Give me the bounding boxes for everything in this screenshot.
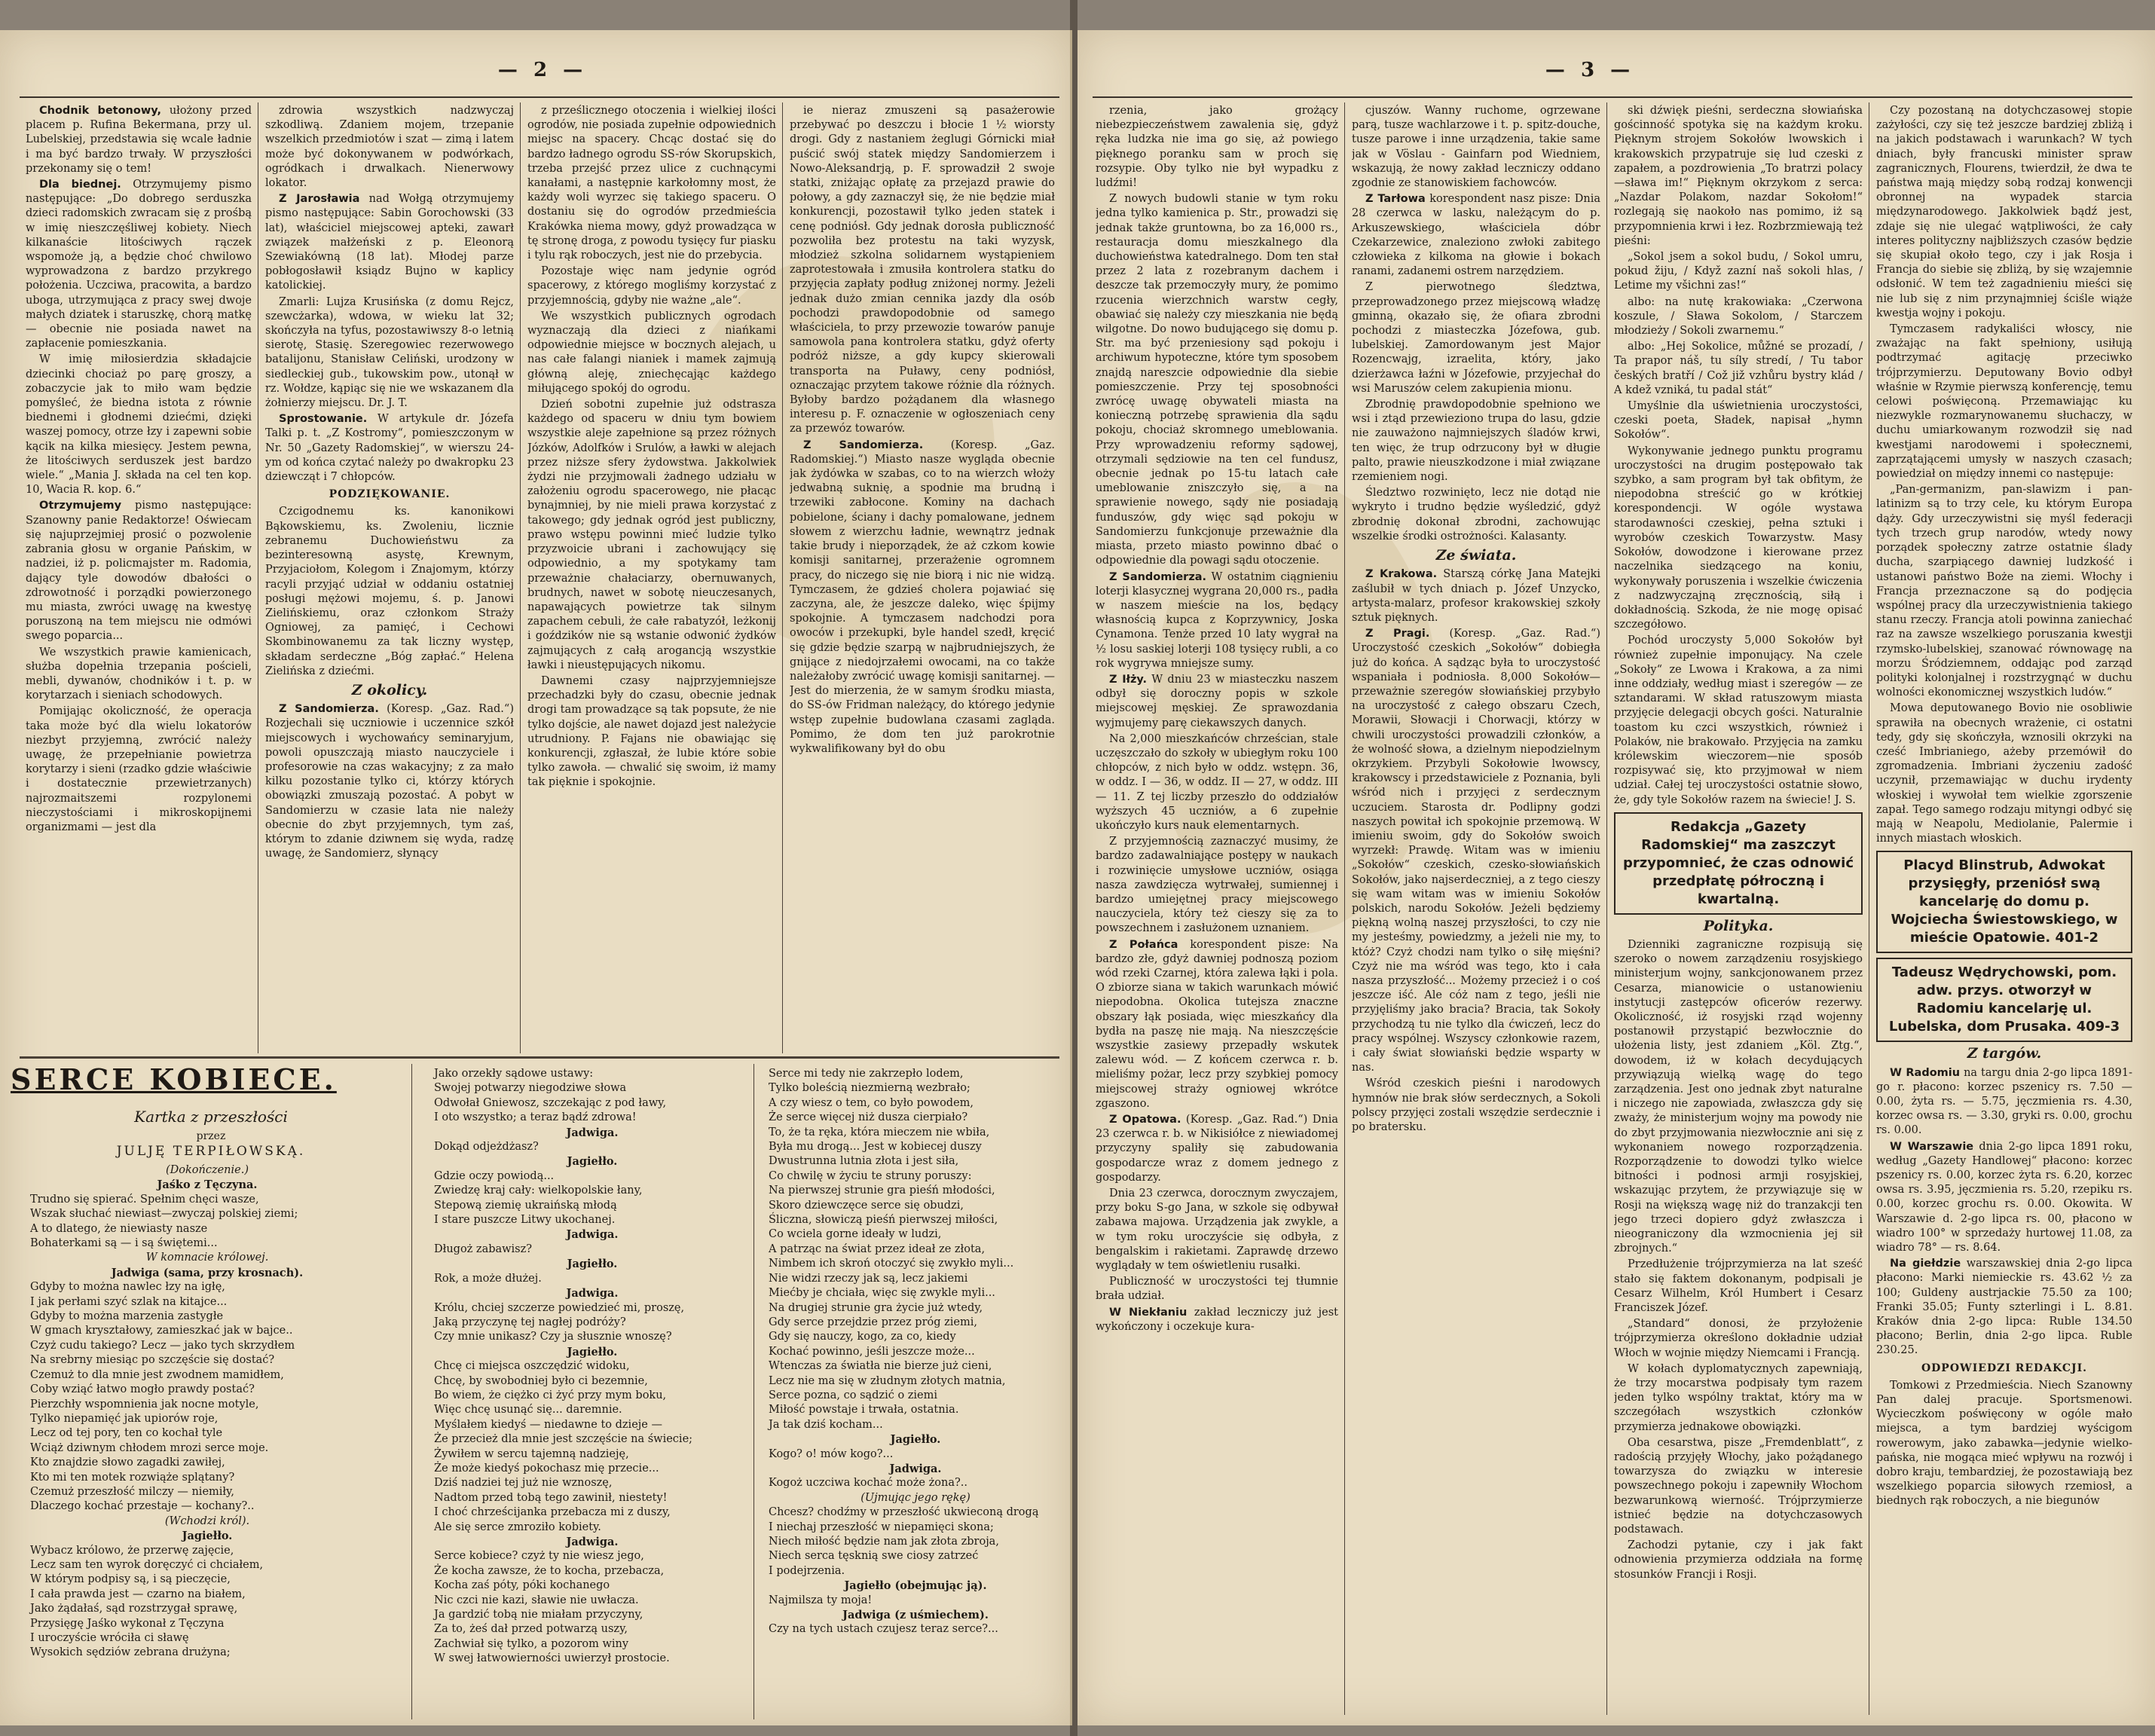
verse-line: Za to, żeś dał przed potwarzą uszy, [434, 1623, 628, 1636]
article-lead: W Niekłaniu [1109, 1306, 1188, 1319]
verse-line: Że przecież dla mnie jest szczęście na świecie; [434, 1433, 693, 1446]
article-text: Pochód uroczysty 5,000 Sokołów był również zupełnie imponujący. Na czele „Sokoły“ ze Lwowa i Krakowa, a za nimi inne oddziały, według miast i szeregów — ze sztandarami. W skład ratuszowym miasta przyjęcie delegacji obcych gości. Naturalnie toastom ku czci wszystkich, również i Polaków, nie brakowało. Przyjęcia na zamku królewskim wieczorem—nie sposób rozpisywać się, kto przyjmował w niem udział. Całej tej uroczystości ostatnie słowo, że, gdy tyle Sokołów razem na świecie! J. S. [1614, 634, 1863, 806]
verse-line: Wciąż dziwnym chłodem mrozi serce moje. [30, 1441, 269, 1454]
verse-line: Rok, a może dłużej. [434, 1272, 542, 1285]
article-paragraph [1614, 1539, 1863, 1582]
article-text: na targu dnia 2-go lipca 1891-go r. płacono: korzec pszenicy rs. 7.50 — 0.00, żyta rs. — 5.75, jęczmienia rs. 4.30, korzec owsa rs. — 3.30, gryki rs. 0.00, grochu rs. 0.00. [1876, 1066, 2132, 1137]
article-paragraph [1614, 104, 1863, 249]
verse-line: Królu, chciej szczerze powiedzieć mi, proszę, [434, 1301, 685, 1314]
verse-line: I choć chrześcijanka przebacza mi z duszy, [434, 1506, 671, 1519]
verse-line: Ja tak dziś kocham... [769, 1418, 883, 1431]
verse-column-3 [769, 1067, 1062, 1637]
article-text: Dzień sobotni zupełnie już odstrasza każdego od spaceru w dniu tym bowiem wszystkie aleje zapełnione są przez różnych Józków, Adolfków i Srulów, a ławki w alejach przez niższe sfery żydowstwa. Jakkolwiek żydzi nie przyjmowali żadnego udziału w założeniu ogrodu spacerowego, nie płacąc bynajmniej, by nie mieli prawa korzystać z takowego; gdy jednak ogród jest publiczny, prawo wstępu powinni mieć ludzie tylko przyzwoicie ubrani i zachowujący się odpowiednio, a my spotykamy tam przeważnie chałaciarzy, obernuwanych, brudnych, nawet w sobotę nieuczesanych, napawających powietrze tak silnym zapachem cebuli, że całe rabatyzół, leżkonij i goździków nie są wstanie odwonić żydków zajmujących z całą arogancją wszystkie ławki i nieustępujących nikomu. [527, 399, 776, 671]
article-paragraph [1614, 250, 1863, 294]
article-text: Dawnemi czasy najprzyjemniejsze przechadzki były do czasu, obecnie jednak drogi tam prowadzące są tak popsute, że nie tylko dojście, ale nawet dojazd jest należycie utrudniony. P. Fajans nie obawiając się konkurencji, zgłaszał, że lubie które sobie tylko zawoła. — chwalić się swoim, iż mamy tak pięknie i spokojnie. [527, 674, 776, 789]
verse-line: Tylko niepamięć jak upiorów roje, [30, 1412, 219, 1425]
article-text: Tomkowi z Przedmieścia. Niech Szanowny Pan dalej pracuje. Sportsmenowi. Wycieczkom poświęcony w ogóle mało miejsca, a tym bardziej wyścigom rowerowym, jako zabawka—jedynie wielko-pańska, nie mogąca mieć wpływu na rozwój i dobro kraju, tembardziej, że pozostawiają bez wszelkiego poparcia siłowych rzemiosł, a biednych rąk roboczych, a nie biegunów [1876, 1379, 2132, 1508]
verse-line: Niech serca tęsknią swe ciosy zatrzeć [769, 1550, 979, 1563]
article-text: W artykule dr. Józefa Talki p. t. „Z Kostromy“, pomieszczonym w Nr. 50 „Gazety Radomskiej“, w wierszu 24-ym od końca czytać należy po dwakropku 23 dziewcząt i 7 chłopców. [265, 413, 514, 484]
article-text: Otrzymujemy pismo następujące: „Do dobrego serduszka dzieci radomskich zwracam się z prośbą w imię nieszczęśliwej kobiety. Niech kilkanaście litościwych rączek wspomoże ją, a będzie choć chwilowo wyprowadzona z bardzo przykrego położenia. Uczciwa, pracowita, a bardzo uboga, utrzymująca z pracy swej dwoje małych dziatek i staruszkę, chorą matkę — obecnie nie posiada nawet na zapłacenie pomieszkania. [26, 179, 252, 350]
verse-line: Chcę ci miejsca oszczędzić widoku, [434, 1360, 630, 1373]
article-paragraph [1614, 938, 1863, 1256]
article-paragraph [1876, 322, 2132, 481]
article-paragraph [265, 505, 514, 678]
verse-line: Kogoż uczciwa kochać może żona?.. [769, 1477, 967, 1490]
article-text: We wszystkich prawie kamienicach, służba dopełnia trzepania pościeli, mebli, dywanów, chodników i t. p. w korytarzach i sieniach schodowych. [26, 646, 252, 702]
article-text: pismo następujące: Szanowny panie Redaktorze! Oświecam się najuprzejmiej prosić o pozwolenie zabrania głosu w organie Pańskim, w nadziei, iż p. policmajster m. Radomia, dający tyle dowodów dbałości o zdrowotność i porządki powierzonego mu miasta, zwróci uwagę na kwestyę poruszoną na tem miejscu nie odmówi swego poparcia... [26, 500, 252, 643]
article-text: rzenia, jako grożący niebezpieczeństwem zawalenia się, gdyż ręka ludzka nie ima go się, aż powiego pięknego poranku sam w proch się rozsypie. Oby tylko nie był wypadku z ludźmi! [1096, 105, 1338, 190]
article-paragraph [1352, 192, 1600, 279]
article-text: Zbrodnię prawdopodobnie spełniono we wsi i ztąd przewieziono trupa do lasu, gdzie nie zauważono najmniejszych śladów krwi, ten więc, że trup odrzucony był w długie palto, prawie nieuszkodzone i miał związane rzemieniem nogi. [1352, 399, 1600, 484]
verse-line: To, że ta ręka, która mieczem nie wbiła, [769, 1126, 990, 1138]
article-paragraph [1614, 295, 1863, 339]
verse-line: Serce pozna, co sądzić o ziemi [769, 1389, 938, 1401]
column-1 [26, 104, 252, 1053]
verse-line: Lecz sam ten wyrok doręczyć ci chciałem, [30, 1558, 264, 1571]
article-paragraph [1352, 567, 1600, 625]
verse-speaker: Jadwiga. [566, 1536, 619, 1548]
article-text: dnia 2-go lipca 1891 roku, według „Gazety Handlowej“ płacono: korzec pszenicy rs. 0.00, korzec żyta rs. 6.20, korzec owsa rs. 3.95, jęczmienia rs. 5.20, rzepiku rs. 0.00, korzec grochu rs. 0.00. Okowita. W Warszawie d. 2-go lipca rs. 00, płacono w wiadro 100° w sprzedaży hurtowej 11.08, za wiadro 78° — rs. 8.64. [1876, 1140, 2132, 1254]
verse-line: Czy mnie unikasz? Czy ja słusznie wnoszę? [434, 1331, 672, 1343]
article-text: korespondent nasz pisze: Dnia 28 czerwca w lasku, należącym do p. Arkuszewskiego, właściciela dóbr Czekarzewice, znaleziono zwłoki zabitego człowieka z kilkoma na głowie i bokach ranami, zadanemi ostrem narzędziem. [1352, 193, 1600, 278]
article-lead: Z Sandomierza. [1109, 570, 1207, 583]
column-4 [790, 104, 1055, 1053]
article-text: „Standard“ donosi, że przyłożenie trójprzymierza określono dokładnie udział Włoch w wojnie między Niemcami i Francją. [1614, 1318, 1863, 1359]
verse-line: Gdzie oczy powiodą... [434, 1169, 555, 1182]
stage-direction: (Wchodzi król). [164, 1514, 250, 1527]
article-paragraph [1876, 1379, 2132, 1509]
verse-line: Nic czci nie kazi, sławie nie uwłacza. [434, 1594, 639, 1606]
verse-column-2 [434, 1067, 750, 1667]
article-lead: Z Krakowa. [1365, 568, 1438, 581]
article-paragraph [1876, 483, 2132, 700]
verse-line: Miećby je chciała, więc się zwykle myli... [769, 1287, 995, 1300]
article-paragraph [1096, 732, 1338, 833]
article-text: z prześlicznego otoczenia i wielkiej ilości ogrodów, nie posiada zupełnie odpowiednich miejsc na spacery. Chcąc dostać się do bardzo ładnego ogrodu SS-rów Skorupskich, trzeba przejść przez ulice z cuchnącymi kanałami, a następnie karkołomny most, że każdy woli wyrzec się takiego spaceru. O dostaniu się do ogrodów przedmieścia Krakówka niema mowy, gdyż prowadząca w tę stronę droga, z powodu tysięcy fur piasku i tylu rąk roboczych, jest nie do przebycia. [527, 105, 776, 262]
verse-line: I niechaj przeszłość w niepamięci skona; [769, 1521, 994, 1533]
verse-line: Na pierwszej strunie gra pieśń młodości, [769, 1184, 995, 1197]
article-text: Zmarli: Lujza Krusińska (z domu Rejcz, szewcżarka), wdowa, w wieku lat 32; skończyła na tyfus, pozostawiwszy 8-o letnią sierotę, Stasię. Szeregowiec rezerwowego batalijonu, Stanisław Celiński, urodzony w siedleckiej gub., tukowskim pow., utonął w rz. Wołdze, kąpiąc się nie we wskazanem dla żołnierzy miejscu. Dr. J. T. [265, 295, 514, 410]
verse-line: Jako żądałaś, sąd rozstrzygał sprawę, [30, 1603, 238, 1615]
article-lead: Z Jarosławia [279, 193, 360, 206]
verse-line: Gdyby to można marzenia zastygłe [30, 1310, 224, 1323]
article-paragraph [1876, 1066, 2132, 1138]
verse-speaker: Jadwiga. [889, 1462, 942, 1475]
stage-direction: (Ujmując jego rękę) [860, 1491, 971, 1504]
verse-line: Dlaczego kochać przestaje — kochany?.. [30, 1500, 255, 1513]
article-text: „Pan-germanizm, pan-slawizm i pan-latinizm są to trzy cele, ku którym Europa dąży. Gdy urzeczywistni się myśl federacji tych trzech grup narodów, wtedy nowy porządek społeczny zatrze ostatnie ślady ducha, szarpiącego dawniej ludzkość i ustanowi państwo Boże na ziemi. Włochy i Francja przeznaczone są do podjęcia wspólnej pracy dla urzeczywistnienia takiego stanu rzeczy. Francja atoli powinna zaniechać raz na zawsze wszelkiego poruszania kwestji rzymsko-lubelskiej, szanować równowagę na morzu Śródziemnem, oddając pod zarząd polityki kolonjalnej i rozstrzygnąć w duchu wolności ekonomicznej wszystkich ludów.“ [1876, 484, 2132, 699]
verse-line: Lecz nie ma się w złudnym złotych matnia, [769, 1374, 1006, 1387]
header-rule [20, 96, 1059, 98]
article-paragraph [26, 499, 252, 643]
article-paragraph [527, 264, 776, 308]
article-paragraph [1876, 701, 2132, 846]
verse-column-1 [30, 1163, 384, 1661]
article-paragraph [1614, 1436, 1863, 1537]
article-paragraph [265, 104, 514, 191]
article-text: Wykonywanie jednego punktu programu uroczystości na drugim postępowało tak szybko, a sam program był tak obfitym, że niepodobna streścić go w krótkiej korespondencji. W ogóle wystawa starodawności czeskiej, pełna sztuki i wyrobów czeskich Towarzystw. Masy Sokołów, dowodzone i kierowane przez naczelnika siedzącego na koniu, wykonywały poruszenia i wszelkie ćwiczenia z nadzwyczajną zręcznością, siłą i dokładnością. Szkoda, że nie mogę opisać szczegółowo. [1614, 445, 1863, 631]
verse-line: Lecz od tej pory, ten co kochał tyle [30, 1427, 223, 1440]
article-paragraph [26, 353, 252, 497]
verse-speaker: Jadwiga. [566, 1126, 619, 1139]
article-text: Z pierwotnego śledztwa, przeprowadzonego przez miejscową władzę gminną, okazało się, że ofiara zbrodni pochodzi z miasteczka Józefowa, gub. lubelskiej. Zamordowanym jest Major Rozencwajg, izraelita, który, jako dzierżawca łaźni w Józefowie, przyjechał do wsi Maruszów celem zakupienia mionu. [1352, 281, 1600, 395]
verse-line: Czyż cudu takiego? Lecz — jako tych skrzydłem [30, 1339, 295, 1352]
verse-speaker: Jagiełło. [567, 1258, 618, 1271]
article-paragraph [1096, 938, 1338, 1111]
page-number: — 3 — [1545, 59, 1635, 81]
article-paragraph [1352, 398, 1600, 484]
article-text: (Koresp. „Gaz. Radomskiej.“) Miasto nasze wygląda obecnie jak żydówka w szabas, co to na wierzch włoży jedwabną suknię, a spodnie ma brudną i trzewiki zabłocone. Kominy na dachach pobielone, ściany i dachy pomalowane, jednem słowem z wierzchu ładnie, wewnątrz jednak takie brudy i nieporządek, że aż czkom kowie komisji sanitarnej, przerażenie ogromnem pracy, do niczego się nie biorą i nic nie widzą. Tymczasem, że gdzieś cholera pojawiać się zaczyna, ale, że jeszcze daleko, więc śpijmy spokojnie. A tymczasem nadchodzi pora owoców i przekupki, byle handel szedł, kręcić się gdzie będzie szarpą w najbrudniejszych, że gnijące z niedojrzałemi owocami, na co także należałoby zwrócić uwagę komisji sanitarnej. — Jest do mierzenia, że w samym środku miasta, do SS-ów Fridman należący, do którego jedynie wstęp zupełnie budowlana czasami zagląda. Pomimo, że dom ten już parokrotnie wykwalifikowany był do obu [790, 439, 1055, 755]
article-text: nad Wołgą otrzymujemy pismo następujące: Sabin Gorochowski (33 lat), właściciel miejscowej apteki, zawarł związek małżeński z p. Eleonorą Szewiakówną (18 lat). Młodej parze pobłogosławił ksiądz Bujno w kaplicy katolickiej. [265, 193, 514, 292]
article-lead: Z Sandomierza. [279, 703, 379, 716]
article-text: W dniu 23 w miasteczku naszem odbył się doroczny popis w szkole miejscowej męskiej. Ze sprawozdania wyjmujemy parę ciekawszych danych. [1096, 673, 1338, 729]
article-text: korespondent pisze: Na bardzo złe, gdyż dawniej podnoszą poziom wód rzeki Czarnej, która zalewa łąki i pola. O zbiorze siana w takich warunkach mówić niepodobna. Okolica tutejsza znaczne obszary łąk posiada, więc mieszkańcy dla bydła na paszę nie mają. Na nieszczęście wszystkie zasiewy przepadły wskutek zalewu wód. — Z końcem czerwca r. b. mieliśmy pożar, lecz przy szybkiej pomocy miejscowej straży ogniowej wkrótce zgaszono. [1096, 938, 1338, 1110]
feuilleton-subtitle: Kartka z przeszłości [134, 1108, 288, 1126]
article-text: W kołach dyplomatycznych zapewniają, że trzy mocarstwa podpisały tym razem jeden tylko wspólny traktat, który ma w szczegółach wszystkich członków przymierza jednakowe obowiązki. [1614, 1362, 1863, 1433]
article-text: Na 2,000 mieszkańców chrześcian, stale uczęszczało do szkoły w ubiegłym roku 100 chłopców, z nich było w oddz. wstępn. 36, w oddz. I — 36, w oddz. II — 27, w oddz. III — 11. Z tej liczby przeszło do oddziałów wyższych 45 uczniów, a 6 zupełnie ukończyło kurs nauk elementarnych. [1096, 732, 1338, 832]
page-number: — 2 — [497, 59, 588, 81]
verse-line: Czemuż to dla mnie jest zwodnem mamidłem, [30, 1368, 284, 1381]
verse-line: Ja gardzić tobą nie miałam przyczyny, [434, 1609, 643, 1621]
section-heading: Z okolicy. [351, 681, 428, 698]
verse-line: Myślałem kiedyś — niedawne to dzieje — [434, 1418, 662, 1431]
verse-line: Zachwiał się tylko, a pozorom winy [434, 1637, 629, 1650]
article-paragraph [527, 674, 776, 790]
verse-line: Czemuż przeszłość milczy — niemiły, [30, 1485, 234, 1498]
section-heading: Ze świata. [1435, 547, 1517, 564]
verse-speaker: Jagiełło. [567, 1345, 618, 1359]
verse-line: W gmach kryształowy, zamieszkać jak w bajce.. [30, 1325, 293, 1337]
article-paragraph [1096, 1306, 1338, 1334]
verse-line: Gdyby to można nawlec łzy na igłę, [30, 1281, 225, 1294]
column-divider [782, 102, 783, 1053]
article-paragraph [1096, 1113, 1338, 1185]
advertisement: Placyd Blinstrub, Adwokat przysięgły, przeniósł swą kancelarję do domu p. Wojciecha Świestowskiego, w mieście Opatowie. 401-2 [1876, 851, 2132, 953]
article-paragraph [1876, 1140, 2132, 1256]
article-text: Pozostaje więc nam jedynie ogród spacerowy, z którego mogliśmy korzystać z przyjemnością, gdyby nie ważne „ale“. [527, 265, 776, 307]
article-lead: Z Tarłowa [1365, 193, 1426, 206]
article-text: Zachodzi pytanie, czy i jak fakt odnowienia przymierza oddziała na formę stosunków Francji i Rosji. [1614, 1539, 1863, 1581]
verse-line: Miłość powstaje i trwała, ostatnia. [769, 1404, 959, 1417]
verse-line: I uroczyście wróciła ci sławę [30, 1632, 189, 1644]
article-text: ułożony przed placem p. Rufina Bekermana, przy ul. Lubelskiej, przedstawia się wcale ładnie i ma być bardzo trwały. W przyszłości przekonamy się o tem! [26, 105, 252, 175]
column-divider [753, 1064, 754, 1719]
article-lead: Z Sandomierza. [803, 439, 924, 451]
article-paragraph [26, 178, 252, 351]
verse-line: Swojej potwarzy niegodziwe słowa [434, 1082, 627, 1095]
article-text: albo: na nutę krakowiaka: „Czerwona koszule, / Sława Sokolom, / Starczem młodzieży / Sokoli zwarnemu.“ [1614, 295, 1863, 338]
column-3 [527, 104, 776, 1053]
verse-line: Kto mi ten motek rozwiąże splątany? [30, 1471, 235, 1484]
column-2 [1352, 104, 1600, 1716]
article-paragraph [1096, 673, 1338, 731]
verse-line: W którym podpisy są, i są pieczęcie, [30, 1573, 231, 1586]
article-paragraph [26, 104, 252, 176]
article-text: (Koresp. „Gaz. Rad.“) Rozjechali się uczniowie i uczennice szkół miejscowych i wychowańcy seminaryjum, powoli opuszczają miasto nauczyciele i profesorowie na czas wakacyjny; z za mało kilku pozostanie tylko ci, którzy których obowiązki zmuszają pozostać. A pobyt w Sandomierzu w czasie lata nie należy obecnie do zbyt przyjemnych, tym zaś, którym to zdanie dziwnem się wyda, radzę uwagę, że Sandomierz, słynący [265, 703, 514, 860]
article-paragraph [1096, 192, 1338, 568]
article-text: warszawskiej dnia 2-go lipca płacono: Marki niemieckie rs. 43.62 ½ za 100; Guldeny austrjackie 75.50 za 100; Franki 35.05; Funty szterlingi i L. 8.81. Kraków dnia 2-go lipca: Ruble 134.50 płacono; Berlin, dnia 2-go lipca. Ruble 230.25. [1876, 1258, 2132, 1357]
article-text: Dnia 23 czerwca, dorocznym zwyczajem, przy boku S-go Jana, w szkole się odbywał zabawa majowa. Urządzenia jak zwykle, a w tym roku uroczyście się odbyła, z bengalskim i rakietami. Zaprawdę drzewo wyglądały w tem oświetleniu rusałki. [1096, 1187, 1338, 1273]
verse-line: Przysięgę Jaśko wykonał z Tęczyna [30, 1617, 225, 1630]
article-text: zakład leczniczy już jest wykończony i oczekuje kura- [1096, 1306, 1338, 1333]
article-paragraph [1352, 627, 1600, 1075]
article-paragraph [1352, 280, 1600, 396]
verse-line: Była mu drogą... Jest w kobiecej duszy [769, 1141, 982, 1154]
verse-line: Niech miłość będzie nam jak złota zbroja, [769, 1536, 999, 1548]
section-heading: Z targów. [1967, 1045, 2042, 1062]
article-paragraph [1614, 634, 1863, 807]
article-text: W ostatnim ciągnieniu loterji klasycznej wygrana 20,000 rs., padła w naszem mieście na los, będący własnością kupca z Koprzywnicy, Joska Cynamona. Tenże przed 10 laty wygrał na ½ losu saskiej loterji 108 tysięcy rubli, a co rok wygrywa mniejsze sumy. [1096, 570, 1338, 670]
verse-line: Serce mi tedy nie zakrzepło lodem, [769, 1068, 964, 1080]
verse-line: I cała prawda jest — czarno na białem, [30, 1588, 246, 1600]
article-text: ie nieraz zmuszeni są pasażerowie przebywać po deszczu i błocie 1 ½ wiorsty drogi. Gdy z nastaniem żeglugi Górnicki miał puścić swój statek między Sandomierzem i Nowo-Aleksandrją, p. F. sprowadził 2 swoje statki, zniżając opłatę za przejazd prawie do połowy, a gdy zaznaczył się, że nie będzie miał konkurencji, pozostawił tylko jeden statek i cenę podniósł. Gdy jednak dorosła publiczność pozwoliła bez protestu na taki wyzysk, młodzież szkolna solidarnem wystąpieniem zaprotestowała i zmusiła kontrolera statku do przyjęcia zapłaty podług zniżonej normy. Jeżeli jednak dużo zmian cennika jazdy dla osób pochodzi prawdopodobnie od samego właściciela, to przy przewozie towarów panuje samowola pana kontrolera statku, gdyż oferty podróż niższe, a gdy kupcy skierowali transporta na Puławy, ceny podniósł, oznaczając przytem takowe różnie dla różnych. Byłoby bardzo pożądanem dla własnego interesu p. F. oznaczenie w ogłoszeniach ceny za przewóz towarów. [790, 105, 1055, 436]
article-paragraph [265, 702, 514, 861]
verse-line: Serce kobiece? czyż ty nie wiesz jego, [434, 1550, 644, 1563]
article-paragraph [1096, 835, 1338, 936]
verse-line: Skoro dziewczęce serce się obudzi, [769, 1199, 964, 1212]
verse-speaker: Jadwiga. [566, 1228, 619, 1242]
article-text: „Sokol jsem a sokol budu, / Sokol umru, pokud žiju, / Když zazní naš sokoli hlas, / Letime my všichni zas!“ [1614, 251, 1863, 292]
verse-line: Zwiedzę kraj cały: wielkopolskie łany, [434, 1184, 643, 1197]
verse-line: Gdy serce przejdzie przez próg ziemi, [769, 1316, 977, 1328]
article-paragraph [1614, 1317, 1863, 1361]
verse-line: Ale się serce zmroziło kobiety. [434, 1521, 601, 1533]
article-lead: Dla biednej. [39, 179, 121, 191]
section-heading: Polityka. [1703, 917, 1774, 934]
verse-speaker: Jagiełło. [182, 1530, 233, 1543]
verse-line: A czy wiesz o tem, co było powodem, [769, 1096, 974, 1109]
article-paragraph [1096, 104, 1338, 191]
article-paragraph [1352, 1077, 1600, 1135]
column-2 [265, 104, 514, 1053]
verse-line: Że serce więcej niż dusza cierpiało? [769, 1111, 968, 1124]
stage-direction: (Dokończenie.) [165, 1164, 249, 1176]
verse-line: Coby wziąć łatwo mogło prawdy postać? [30, 1383, 255, 1396]
verse-line: Na drugiej strunie gra życie już wtedy, [769, 1301, 983, 1314]
verse-speaker: Jadwiga (z uśmiechem). [842, 1609, 989, 1622]
article-paragraph [265, 192, 514, 293]
feuilleton-rule [20, 1056, 1059, 1059]
article-text: W imię miłosierdzia składajcie dziecinki chociaż po parę groszy, a zobaczycie jak to miło wam będzie pomyśleć, że biedna istota z równie biednemi i głodnemi dziećmi, dzięki waszej pomocy, otrze łzy i zapewni sobie kącik na kilka miesięcy. Jestem pewna, że litościwych serduszek jest bardzo wiele.“ „Mania J. składa na cel ten kop. 10, Wacia R. kop. 6.“ [26, 353, 252, 497]
article-paragraph [527, 104, 776, 263]
verse-line: I stare puszcze Litwy ukochanej. [434, 1214, 616, 1227]
verse-line: Jaką przyczynę tej nagłej podróży? [434, 1316, 626, 1328]
article-lead: Na giełdzie [1890, 1258, 1961, 1270]
verse-line: I oto wszystko; a teraz bądź zdrowa! [434, 1111, 637, 1124]
verse-line: Więc chcę usunąć się... daremnie. [434, 1404, 622, 1417]
verse-line: Nimbem ich skroń otoczyć się zwykło myli... [769, 1258, 1014, 1270]
header-rule [1093, 96, 2132, 98]
notice-heading: PODZIĘKOWANIE. [329, 488, 451, 501]
article-lead: Sprostowanie. [279, 413, 368, 426]
article-paragraph [790, 104, 1055, 437]
article-text: Umyślnie dla uświetnienia uroczystości, czeski poeta, Sładek, napisał „hymn Sokołów“. [1614, 400, 1863, 442]
column-4 [1876, 104, 2132, 1716]
verse-line: Najmilsza ty moja! [769, 1594, 873, 1606]
article-text: Z przyjemnością zaznaczyć musimy, że bardzo zadawalniające postępy w naukach i rozwinięcie umysłowe uczniów, osiąga nasza zawdzięcza wytrwałej, sumiennej i bardzo umiejętnej pracy miejscowego nauczyciela, który też cieszy się za to powszechnem i zasłużonem uznaniem. [1096, 836, 1338, 935]
article-paragraph [1614, 399, 1863, 443]
article-paragraph [1096, 570, 1338, 671]
verse-line: W swej łatwowierności uwierzył prostocie. [434, 1652, 670, 1665]
verse-line: Kto znajdzie słowo zagadki zawiłej, [30, 1456, 225, 1469]
article-paragraph [1352, 486, 1600, 544]
verse-line: Nadtom przed tobą tego zawinił, niestety! [434, 1491, 668, 1504]
verse-line: Czy na tych ustach czujesz teraz serce?... [769, 1623, 998, 1636]
column-divider [1606, 102, 1607, 1715]
article-lead: Z Opatowa. [1109, 1114, 1181, 1126]
article-paragraph [265, 295, 514, 411]
article-text: albo: „Hej Sokolice, můžné se prozadí, / Ta prapor náš, tu síly stredí, / Tu tabor českých bratří / Což již vzhůru bystry klád / A kdež vzniká, tu padal stát“ [1614, 341, 1863, 396]
verse-speaker: Jagiełło. [567, 1155, 618, 1169]
feuilleton-title: SERCE KOBIECE. [11, 1062, 337, 1096]
article-text: Mowa deputowanego Bovio nie osobliwie sprawiła na obecnych wrażenie, ci ostatni tedy, gdy się skończyła, wznosili okrzyki na cześć Imbrianiego, ażeby przemówił do zgromadzenia. Imbriani życzeniu zadość uczynił, przemawiając w duchu irydenty włoskiej i wywołał tem wielkie zgorszenie zapał. Tego samego rodzaju mityngi odbyć się mają w Neapolu, Mediolanie, Palermie i innych miastach włoskich. [1876, 702, 2132, 845]
article-paragraph [1096, 1187, 1338, 1273]
article-text: zdrowia wszystkich nadzwyczaj szkodliwą. Zdaniem mojem, trzepanie wszelkich przedmiotów i szat — zimą i latem może być dokonywanem w podwórkach, ogródkach i drwalkach. Nienerwowy lokator. [265, 105, 514, 190]
article-paragraph [1614, 1258, 1863, 1316]
article-text: Czy pozostaną na dotychczasowej stopie zażyłości, czy się też jeszcze bardziej zbliżą i na jakich podstawach i warunkach? W tych dniach, były francuski minister spraw zagranicznych, Flourens, twierdził, że dwa te państwa mają między sobą rodzaj konwencji obronnej na wypadek starcia międzynarodowego. Jakkolwiek bądź jest, zdaje się nie ulegać wątpliwości, że cały interes polityczny najbliższych czasów będzie się skupiał około tego, czy i jak Rosja i Francja do siebie się zbliżą, by się wzajemnie odsłonić. W tem też zagadnieniu mieści się nie lub się z nim przynajmniej ściśle wiąże kwestja wojny i pokoju. [1876, 105, 2132, 319]
verse-line: Odwołał Gniewosz, szczekając z pod ławy, [434, 1096, 667, 1109]
column-1 [1096, 104, 1338, 1716]
article-paragraph [26, 704, 252, 835]
article-lead: Chodnik betonowy, [39, 105, 162, 117]
article-text: Pomijając okoliczność, że operacja taka może być dla wielu lokatorów niezbyt przyjemną, zwrócić należy uwagę, że przepełnianie powietrza korytarzy i sieni (rzadko gdzie właściwie i dostatecznie przewietrzanych) najrozmaitszemi rozpylonemi nieczystościami i mikroskopijnemi organizmami — jest dla [26, 705, 252, 833]
column-divider [1344, 102, 1345, 1715]
article-lead: Z Pragi. [1365, 628, 1430, 640]
verse-line: Długoż zabawisz? [434, 1242, 533, 1255]
article-text: Wśród czeskich pieśni i narodowych hymnów nie brak słów serdecznych, a Sokoli polscy przyjęci zostali wszędzie serdecznie i po bratersku. [1352, 1077, 1600, 1134]
verse-line: A to dlatego, że niewiasty nasze [30, 1222, 208, 1235]
verse-line: Wszak słuchać niewiast—zwyczaj polskiej ziemi; [30, 1208, 298, 1221]
article-text: Dzienniki zagraniczne rozpisują się szeroko o nowem zarządzeniu rosyjskiego ministerjum wojny, sankcjonowanem przez Cesarza, mianowicie o ustanowieniu instytucji zastępców oficerów rezerwy. Okoliczność, iż rosyjski rząd wojenny postanowił przystąpić bezwłocznie do ułożenia listy, jest zdaniem „Köl. Ztg.“, dowodem, iż w kołach decydujących przywiązują wielką wagę do tego zarządzenia. Jest ono jednak zbyt naturalne i niczego nie zapowiada, zwłaszcza gdy się zważy, że ministerjum wojny ma powody nie do zbyt przyjmowania niezwłocznie ani się z wykonaniem nowego rozporządzenia. Rozporządzenie to dowodzi tylko wielce bitności i podnosi armji rosyjskiej, wskazując przytem, że przywiązuje się w Rosji na większą wagę niż do tranzakcji ten jego trzeci dopiero gdyż zwłaszcza i nieograniczony dla wzmocnienia jej sił zbrojnych.“ [1614, 938, 1863, 1255]
article-paragraph [1096, 1275, 1338, 1304]
article-paragraph [1614, 445, 1863, 633]
verse-line: Chcę, by swobodniej było ci bezemnie, [434, 1374, 648, 1387]
article-text: Tymczasem radykaliści włoscy, nie zważając na fakt spełniony, usiłują podtrzymać agitację przeciwko trójprzymierzu. Deputowany Bovio odbył właśnie w Rzymie pierwszą konferencję, temu celowi poświęconą. Przemawiając ku niezwykle rozmarynowanemu słuchaczy, w duchu umiarkowanym rozwodził się nad kwestjami narodowemi i społecznemi, zaprzątającemi umysły w naszych czasach; powiedział on między innemi co następuje: [1876, 323, 2132, 481]
verse-line: Że kocha zawsze, że to kocha, przebacza, [434, 1564, 665, 1577]
article-paragraph [790, 439, 1055, 756]
feuilleton-author: JULJĘ TERPIŁOWSKĄ. [116, 1144, 306, 1159]
verse-line: Że może kiedyś pokochasz mię przecie... [434, 1462, 659, 1475]
article-lead: Z Połańca [1109, 938, 1178, 951]
verse-line: Stepową ziemię ukraińską młodą [434, 1199, 617, 1212]
verse-speaker: Jagiełło (obejmując ją). [844, 1579, 987, 1593]
article-text: Z nowych budowli stanie w tym roku jedna tylko kamienica p. Str., prowadzi się jednak także gruntowna, bo za 16,000 rs., restauracja domu mieszkalnego dla duchowieństwa katedralnego. Dom ten stał przez 2 lata z rozebranym dachem i deszcze tak przemoczyły mury, że pomimo rzucenia wierzchnich warstw cegły, obawiać się należy czy mieszkania nie będą wilgotne. Do nowo budującego się domu p. Str. ma być przeniesiony sąd pokoju i archiwum hypoteczne, które tym sposobem znajdą nareszcie odpowiednie dla siebie pomieszczenie. Przy tej sposobności zwrócę uwagę obywateli miasta na konieczną potrzebę sprawienia dla sądu pokoju, chociaż skromnego umeblowania. Przy wprowadzeniu reformy sądowej, otrzymali sędziowie na ten cel fundusz, obecnie jednak po 15-tu latach całe umeblowanie zniszczyło się, a na sprawienie nowego, sądy nie posiadają funduszów, gdy więc sąd pokoju w Sandomierzu funkcjonuje przeważnie dla miasta, przeto miasto powinno dbać o odpowiednie dla powagi sądu otoczenie. [1096, 193, 1338, 567]
article-paragraph [527, 398, 776, 673]
verse-line: Dokąd odjeżdżasz? [434, 1141, 539, 1154]
article-text: Oba cesarstwa, pisze „Fremdenblatt“, z radością przyjęły Włochy, jako pożądanego towarzysza do związku w interesie powszechnego pokoju i zapewniły Włochom bezwarunkową wierność. Trójprzymierze istnieć będzie na dotychczasowych podstawach. [1614, 1436, 1863, 1536]
verse-line: Bohaterkami są — i są świętemi... [30, 1237, 218, 1250]
article-paragraph [1876, 104, 2132, 321]
verse-line: I podejrzenia. [769, 1564, 845, 1577]
verse-line: Nie widzi rzeczy jak są, lecz jakiemi [769, 1272, 968, 1285]
verse-line: Dwustrunna lutnia złota i jest siła, [769, 1155, 959, 1168]
verse-line: Żywiłem w sercu tajemną nadzieję, [434, 1447, 629, 1460]
verse-line: Chcesz? chodźmy w przeszłość ukwieconą drogą [769, 1506, 1039, 1519]
verse-line: Śliczna, słowiczą pieśń pierwszej miłości, [769, 1214, 998, 1227]
verse-line: Dziś nadziei tej już nie wznoszę, [434, 1477, 613, 1490]
verse-line: Gdy się nauczy, kogo, za co, kiedy [769, 1331, 956, 1343]
verse-line: Wybacz królowo, że przerwę zajęcie, [30, 1544, 234, 1557]
verse-line: Co chwilę w życiu te struny poruszy: [769, 1169, 972, 1182]
verse-line: Kogo? o! mów kogo?... [769, 1447, 894, 1460]
left-page [0, 30, 1072, 1725]
verse-line: A patrząc na świat przez ideał ze złota, [769, 1242, 986, 1255]
article-text: ski dźwięk pieśni, serdeczna słowiańska gościnność spotyka się na każdym kroku. Pięknym strojem Sokołów lwowskich i krakowskich przypatruje się lud czeski z zapałem, a pozdrowienia „To bratrzi polacy—sława im!“ Pięknym okrzykom z serca: „Nazdar Polakom, nazdar Sokołom!“ rozlegają się naokoło nas pomimo, iż są przypomnienia krwi i łez. Rozbrzmiewają też pieśni: [1614, 105, 1863, 247]
article-text: (Koresp. „Gaz. Rad.“) Uroczystość czeskich „Sokołów“ dobiegła już do końca. A sądząc była to uroczystość wspaniała i podniosła. 8,000 Sokołów—przeważnie szeregów słowiańskiej przybyło na uroczystość z całego obszaru Czech, Morawii, Słowacji i Chorwacji, którzy w chwili uroczystości prowadzili członków, a że wolność słowa, a dzielnym niepodzielnym okrzykiem. Przybyli Sokołowie lwowscy, krakowscy i przedstawiciele z Poznania, byli wśród nich i przyjęci z serdecznym uczuciem. Starosta dr. Podlipny godzi naszych powitał ich spokojnie przemową. W imieniu swoim, gdy do Sokołów swoich wyrzekł: Prawdę. Witam was w imieniu „Sokołów“ czeskich, czesko-słowiańskich Sokołów, jako najserdeczniej, a z tego cieszy się wam witam was w imieniu Sokołów polskich, narodu Sokołów. Jeżeli będziemy piękną wolną naszej przyszłości, to czy nie my jesteśmy, powiedzmy, a jeżeli nie my, to któż? Czyż chodzi nam tylko o siłę mięśni? Czyż nie ma wśród was tego, kto i cała nasza przyszłość... Możemy przecież i o coś jeszcze iść. Ale cóż nam z tego, jeśli nie przyjęliśmy jako bracia? Bracia, tak Sokoły przychodzą tu nie tylko dla ćwiczeń, lecz do pracy wspólnej. Wszyscy członkowie razem, i cały świat słowiański będzie wsparty w nas. [1352, 628, 1600, 1074]
column-divider [520, 102, 521, 1053]
article-lead: W Warszawie [1890, 1140, 1974, 1153]
verse-line: Pierzchły wspomnienia jak nocne motyle, [30, 1398, 259, 1410]
feuilleton-by: przez [196, 1130, 226, 1142]
article-paragraph [1614, 340, 1863, 398]
right-page [1078, 30, 2155, 1725]
verse-line: Kocha zaś póty, póki kochanego [434, 1579, 610, 1592]
article-text: cjuszów. Wanny ruchome, ogrzewane parą, tusze wachlarzowe i t. p. spitz-douche, tusze parowe i inne urządzenia, takie same jak w Vöslau - Gainfarn pod Wiedniem, wskazują, że nowy zakład leczniczy oddano zgodnie ze stanowiskiem fachowców. [1352, 105, 1600, 190]
verse-speaker: Jagiełło. [890, 1433, 941, 1447]
verse-speaker: Jaśko z Tęczyna. [157, 1178, 258, 1192]
column-3 [1614, 104, 1863, 1716]
article-text: We wszystkich publicznych ogrodach wyznaczają dla dzieci z niańkami odpowiednie miejsce w bocznych alejach, u nas całe falangi nianiek i mamek zajmują główną aleję, zniechęcając każdego miłującego spokój do ogrodu. [527, 310, 776, 395]
article-text: Starszą córkę Jana Matejki zaślubił w tych dniach p. Józef Unzycko, artysta-malarz, profesor krakowskiej szkoły sztuk pięknych. [1352, 568, 1600, 624]
verse-line: Wysokich sędziów zebrana drużyna; [30, 1646, 231, 1659]
advertisement: Redakcja „Gazety Radomskiej“ ma zaszczyt przypomnieć, że czas odnowić przedpłatę półroczną i kwartalną. [1614, 812, 1863, 915]
verse-line: Na srebrny miesiąc po szczęście się dostać? [30, 1354, 275, 1367]
article-paragraph [527, 310, 776, 396]
article-text: Śledztwo rozwinięto, lecz nie dotąd nie wykryto i trudno będzie wyśledzić, gdyż zbrodnię dokonał zbrodni, zachowując wszelkie środki ostrożności. Kalasanty. [1352, 487, 1600, 542]
advertisement: Tadeusz Wędrychowski, pom. adw. przys. otworzył w Radomiu kancelarję ul. Lubelska, dom Prusaka. 409-3 [1876, 958, 2132, 1042]
article-text: Czcigodnemu ks. kanonikowi Bąkowskiemu, ks. Zwoleniu, licznie zebranemu Duchowieństwu za bezinteresowną asystę, Krewnym, Przyjaciołom, Kolegom i Znajomym, którzy racyli przyjąć udział w oddaniu ostatniej posługi mężowi mojemu, ś. p. Janowi Zielińskiemu, oraz członkom Straży Ogniowej, za pamięć, i Cechowi Skombinowanemu za tak liczny występ, składam serdeczne „Bóg zapłać.“ Helena Zielińska z dziećmi. [265, 506, 514, 677]
stage-direction: W komnacie królowej. [145, 1252, 269, 1264]
article-lead: W Radomiu [1890, 1066, 1961, 1079]
verse-line: Jako orzekły sądowe ustawy: [434, 1068, 594, 1080]
article-lead: Otrzymujemy [39, 500, 122, 512]
column-divider [411, 1064, 412, 1719]
verse-line: Kochać powinno, jeśli jeszcze może... [769, 1345, 975, 1358]
verse-line: Bo wiem, że ciężko ci żyć przy mym boku, [434, 1389, 667, 1401]
article-text: Przedłużenie trójprzymierza na lat sześć stało się faktem dokonanym, podpisali je Cesarz Wilhelm, Król Humbert i Cesarz Franciszek Józef. [1614, 1258, 1863, 1315]
article-text: (Koresp. „Gaz. Rad.“) Dnia 23 czerwca r. b. w Nikisiółce z niewiadomej przyczyny spaliły się zabudowania gospodarcze wraz z domem jednego z gospodarzy. [1096, 1114, 1338, 1184]
verse-speaker: Jadwiga (sama, przy krosnach). [111, 1266, 304, 1279]
verse-line: I jak perłami szyć szlak na kitajce... [30, 1295, 228, 1308]
article-paragraph [1876, 1257, 2132, 1358]
verse-line: Tylko boleścią niezmierną wezbrało; [769, 1082, 971, 1095]
article-paragraph [26, 646, 252, 704]
article-lead: Z Iłży. [1109, 673, 1148, 686]
article-text: Publiczność w uroczystości tej tłumnie brała udział. [1096, 1276, 1338, 1303]
article-paragraph [1352, 104, 1600, 191]
notice-heading: ODPOWIEDZI REDAKCJI. [1921, 1362, 2088, 1374]
verse-speaker: Jadwiga. [566, 1287, 619, 1300]
article-paragraph [1614, 1362, 1863, 1435]
article-paragraph [265, 412, 514, 484]
verse-line: Wtenczas za światła nie bierze już cieni, [769, 1360, 992, 1373]
verse-line: Co wciela gorne ideały w ludzi, [769, 1228, 942, 1241]
verse-line: Trudno się spierać. Spełnim chęci wasze, [30, 1193, 259, 1206]
